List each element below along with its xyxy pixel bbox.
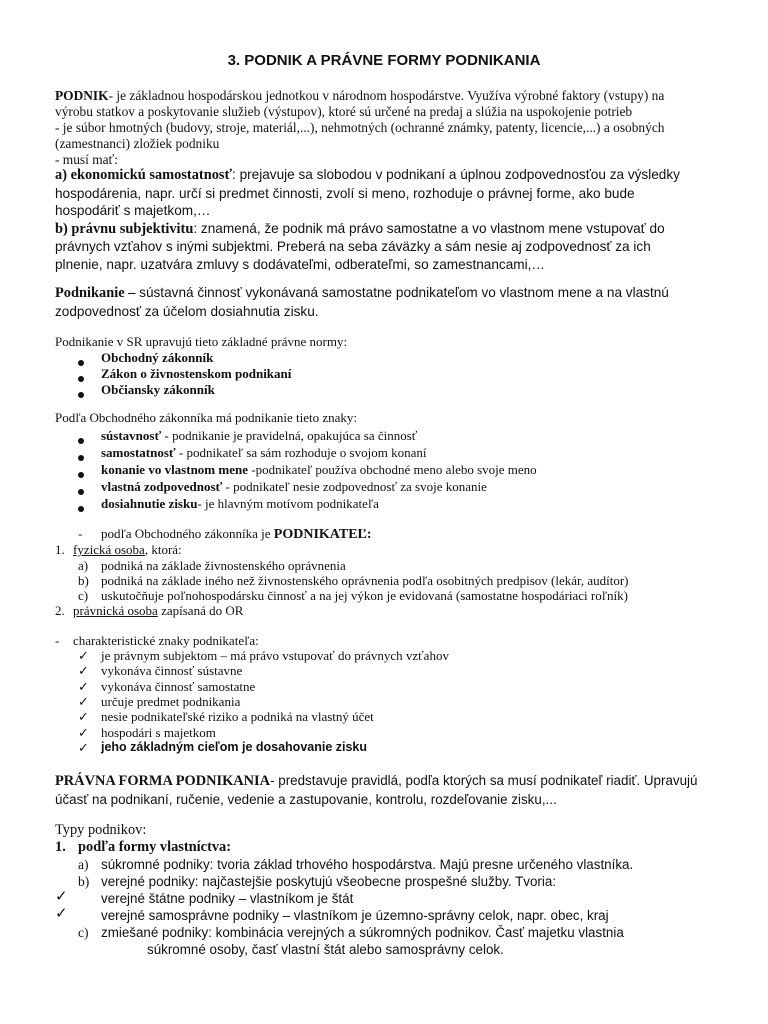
char-item: určuje predmet podnikania	[101, 694, 241, 709]
typy-heading: Typy podnikov:	[55, 822, 147, 838]
char-intro: charakteristické znaky podnikateľa:	[73, 633, 259, 648]
char-item: hospodári s majetkom	[101, 725, 216, 740]
check-icon: ✓	[55, 906, 68, 922]
law-item: Obchodný zákonník	[101, 350, 214, 365]
znak-item: samostatnosť - podnikateľ sa sám rozhoduje o svojom konaní	[101, 445, 427, 460]
podnik-line-4: (zamestnanci) zložiek podniku	[55, 136, 220, 151]
check-icon: ✓	[78, 709, 89, 724]
check-icon: ✓	[78, 648, 89, 663]
podnikatel-sub: uskutočňuje poľnohospodársku činnosť a na jej výkon je evidovaná (samostatne hospodáriaci roľník)	[101, 588, 628, 603]
typy-item: verejné podniky: najčastejšie poskytujú všeobecne prospešné služby. Tvoria:	[101, 874, 557, 889]
znak-item: vlastná zodpovednosť - podnikateľ nesie zodpovednosť za svoje konanie	[101, 479, 487, 494]
law-item: Občiansky zákonník	[101, 382, 215, 397]
podnikanie-section: Podnikanie – sústavná činnosť vykonávaná samostatne podnikateľom vo vlastnom mene a na vlastnú zodpovednosť za účelom dosiahnutia zisku.	[55, 285, 669, 319]
pravna-forma-term: PRÁVNA FORMA PODNIKANIA	[55, 773, 271, 789]
bullet-icon	[78, 354, 84, 369]
list-number: 2.	[55, 603, 65, 618]
check-icon: ✓	[78, 694, 89, 709]
pravna-forma-section: PRÁVNA FORMA PODNIKANIA- predstavuje pravidlá, podľa ktorých sa musí podnikateľ riadiť. Upravujú účasť na podnikaní, ručenie, vedenie a zastupovanie, kontrolu, rozdeľovanie zisku,...	[55, 773, 698, 807]
podnikatel-sub: podniká na základe iného než živnostenského oprávnenia podľa osobitných predpisov (lekár, audítor)	[101, 573, 629, 588]
znaky-intro: Podľa Obchodného zákonníka má podnikanie tieto znaky:	[55, 410, 358, 425]
podnik-term: PODNIK	[55, 88, 109, 103]
ekonomicka-samostatnost-term: a) ekonomickú samostatnosť	[55, 167, 233, 183]
typy-item: zmiešané podniky: kombinácia verejných a súkromných podnikov. Časť majetku vlastnia	[101, 925, 624, 940]
typy-item-cont: súkromné osoby, časť vlastní štát alebo samosprávny celok.	[147, 942, 504, 957]
char-item-last: jeho základným cieľom je dosahovanie zisku	[101, 740, 368, 754]
bullet-icon	[78, 449, 84, 464]
check-icon: ✓	[78, 663, 89, 678]
laws-intro: Podnikanie v SR upravujú tieto základné právne normy:	[55, 334, 348, 349]
char-item: nesie podnikateľské riziko a podniká na vlastný účet	[101, 709, 374, 724]
list-letter: c)	[78, 588, 89, 603]
typy-check-item: verejné štátne podniky – vlastníkom je štát	[101, 891, 354, 906]
podnik-line-2: výrobu statkov a poskytovanie služieb (výstupov), ktoré sú určené na predaj a slúžia na uspokojenie potrieb	[55, 104, 633, 119]
bullet-icon	[78, 386, 84, 401]
podnikatel-lead: podľa Obchodného zákonníka je PODNIKATEĽ:	[101, 526, 372, 542]
list-letter: a)	[78, 857, 89, 872]
char-item: vykonáva činnosť samostatne	[101, 679, 256, 694]
bullet-icon	[78, 466, 84, 481]
bullet-icon	[78, 500, 84, 515]
page-title: 3. PODNIK A PRÁVNE FORMY PODNIKANIA	[227, 52, 541, 69]
list-letter: b)	[78, 573, 89, 588]
podnik-section	[55, 88, 715, 168]
list-letter: a)	[78, 558, 89, 573]
podnik-line-1: PODNIK- je základnou hospodárskou jednotkou v národnom hospodárstve. Využíva výrobné faktory (vstupy) na	[55, 88, 665, 103]
law-item: Zákon o živnostenskom podnikaní	[101, 366, 292, 381]
list-letter: b)	[78, 874, 90, 889]
dash-marker: -	[78, 526, 83, 541]
bullet-icon	[78, 432, 84, 447]
pravna-subjektivita-term: b) právnu subjektivitu	[55, 220, 194, 237]
bullet-icon	[78, 370, 84, 385]
podnik-a-section: a) ekonomickú samostatnosť: prejavuje sa slobodou v podnikaní a úplnou zodpovednosťou za výsledky hospodárenia, napr. určí si predmet činnosti, zvolí si meno, rozhoduje o právnej forme, ako bude hospodáriť s majetkom,… b) právnu subjektivitu: znamená, že podnik má právo samostatne a vo vlastnom mene vstupovať do právnych vzťahov s inými subjektmi. Preberá na seba záväzky a sám nesie aj zodpovednosť za ich plnenie, napr. uzatvára zmluvy s dodávateľmi, odberateľmi, so zamestnancami,…	[55, 167, 680, 272]
check-icon: ✓	[78, 725, 89, 740]
list-number: 1.	[55, 542, 65, 557]
znak-item: dosiahnutie zisku- je hlavným motívom podnikateľa	[101, 496, 379, 511]
check-icon: ✓	[78, 740, 89, 755]
fyzicka-osoba: fyzická osoba, ktorá:	[73, 542, 182, 557]
typy-item: súkromné podniky: tvoria základ trhového hospodárstva. Majú presne určeného vlastníka.	[101, 857, 634, 872]
char-item: je právnym subjektom – má právo vstupovať do právnych vzťahov	[101, 648, 449, 663]
char-item: vykonáva činnosť sústavne	[101, 663, 243, 678]
znak-item: konanie vo vlastnom mene -podnikateľ používa obchodné meno alebo svoje meno	[101, 462, 537, 477]
bullet-icon	[78, 483, 84, 498]
pravnicka-osoba: právnická osoba zapísaná do OR	[73, 603, 244, 618]
podnikatel-sub: podniká na základe živnostenského oprávnenia	[101, 558, 346, 573]
podnik-line-5: - musí mať:	[55, 152, 118, 167]
podnik-line-3: - je súbor hmotných (budovy, stroje, materiál,...), nehmotných (ochranné známky, patenty, licencie,...) a osobných	[55, 120, 665, 135]
typy-check-item: verejné samosprávne podniky – vlastníkom je územno-správny celok, napr. obec, kraj	[101, 908, 609, 923]
list-number: 1.	[55, 839, 66, 855]
check-icon: ✓	[78, 679, 89, 694]
dash-marker: -	[55, 633, 60, 648]
podnikanie-term: Podnikanie –	[55, 285, 136, 301]
typy-subheading: podľa formy vlastníctva:	[78, 839, 232, 855]
list-letter: c)	[78, 925, 89, 940]
check-icon: ✓	[55, 889, 68, 905]
znak-item: sústavnosť - podnikanie je pravidelná, opakujúca sa činnosť	[101, 428, 418, 443]
